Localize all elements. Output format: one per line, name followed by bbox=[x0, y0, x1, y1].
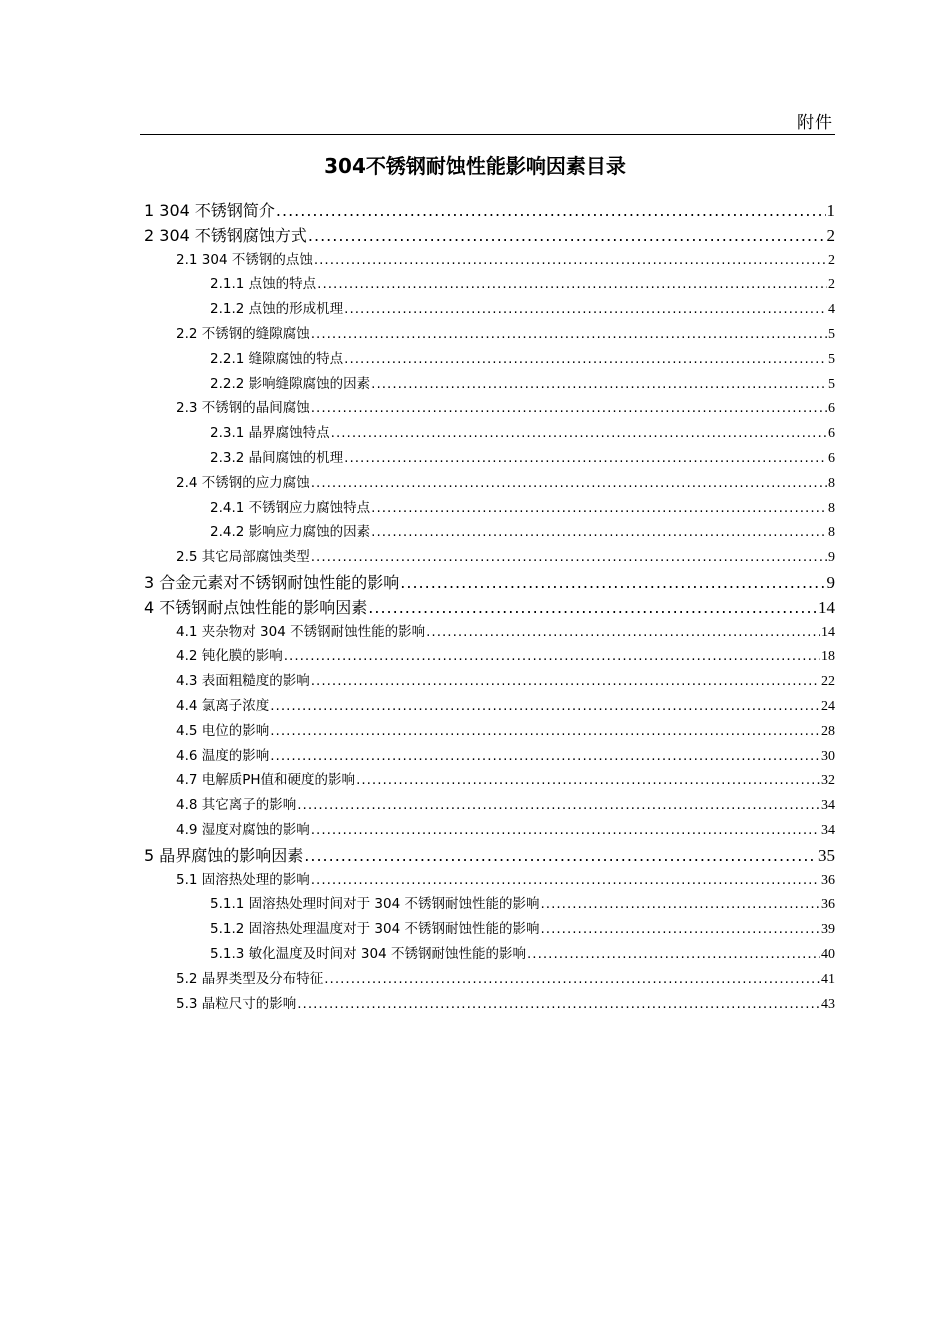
toc-dot-leader bbox=[527, 946, 820, 962]
toc-entry[interactable] bbox=[176, 719, 835, 740]
toc-entry-page-number: 36 bbox=[821, 872, 835, 888]
toc-entry[interactable] bbox=[176, 868, 835, 889]
document-title: 304不锈钢耐蚀性能影响因素目录 bbox=[324, 154, 626, 178]
toc-entry-page-number: 2 bbox=[828, 277, 835, 293]
toc-entry-title: 4.3 表面粗糙度的影响 bbox=[176, 673, 310, 690]
toc-entry-page-number: 4 bbox=[828, 302, 835, 318]
toc-entry[interactable] bbox=[210, 892, 835, 913]
toc-dot-leader bbox=[314, 252, 827, 268]
toc-entry[interactable] bbox=[176, 620, 835, 641]
toc-entry[interactable] bbox=[176, 248, 835, 269]
toc-entry-page-number: 39 bbox=[821, 922, 835, 938]
toc-dot-leader bbox=[541, 896, 821, 912]
toc-entry-page-number: 35 bbox=[818, 845, 835, 865]
toc-entry-title: 4.8 其它离子的影响 bbox=[176, 797, 297, 814]
toc-entry-page-number: 8 bbox=[828, 525, 835, 541]
toc-dot-leader bbox=[304, 846, 817, 865]
toc-entry[interactable] bbox=[210, 520, 835, 541]
toc-entry-title: 2.4.1 不锈钢应力腐蚀特点 bbox=[210, 499, 371, 516]
toc-entry-title: 4.7 电解质PH值和硬度的影响 bbox=[176, 772, 356, 789]
toc-entry-title: 4.5 电位的影响 bbox=[176, 722, 270, 739]
header-label: 附件 bbox=[797, 113, 833, 133]
toc-dot-leader bbox=[344, 450, 827, 466]
toc-dot-leader bbox=[356, 772, 820, 788]
toc-entry-title: 4.2 钝化膜的影响 bbox=[176, 648, 283, 665]
toc-entry-page-number: 8 bbox=[828, 500, 835, 516]
toc-entry[interactable] bbox=[176, 545, 835, 566]
toc-dot-leader bbox=[270, 723, 820, 739]
toc-entry[interactable] bbox=[210, 446, 835, 467]
toc-entry[interactable] bbox=[144, 570, 835, 593]
toc-entry-page-number: 28 bbox=[821, 723, 835, 739]
toc-entry-title: 5 晶界腐蚀的影响因素 bbox=[144, 845, 304, 865]
toc-dot-leader bbox=[270, 748, 820, 764]
toc-entry-title: 2.5 其它局部腐蚀类型 bbox=[176, 549, 310, 566]
toc-dot-leader bbox=[297, 996, 820, 1012]
toc-entry-title: 2.1.1 点蚀的特点 bbox=[210, 276, 317, 293]
toc-dot-leader bbox=[371, 524, 827, 540]
toc-entry-title: 2.1 304 不锈钢的点蚀 bbox=[176, 251, 313, 268]
toc-dot-leader bbox=[297, 797, 820, 813]
toc-dot-leader bbox=[371, 500, 827, 516]
toc-entry-title: 2.2 不锈钢的缝隙腐蚀 bbox=[176, 326, 310, 342]
header-divider bbox=[140, 134, 835, 135]
toc-entry[interactable] bbox=[144, 223, 835, 246]
toc-entry-title: 4 不锈钢耐点蚀性能的影响因素 bbox=[144, 597, 368, 617]
toc-entry-title: 2.3.1 晶界腐蚀特点 bbox=[210, 425, 330, 442]
toc-entry-title: 5.1.2 固溶热处理温度对于 304 不锈钢耐蚀性能的影响 bbox=[210, 921, 540, 938]
toc-entry-page-number: 18 bbox=[821, 649, 835, 665]
toc-entry-page-number: 5 bbox=[828, 376, 835, 392]
toc-dot-leader bbox=[368, 598, 817, 617]
toc-entry[interactable] bbox=[210, 421, 835, 442]
toc-entry[interactable] bbox=[210, 297, 835, 318]
toc-entry-title: 2.4.2 影响应力腐蚀的因素 bbox=[210, 524, 371, 541]
toc-entry-title: 5.3 晶粒尺寸的影响 bbox=[176, 995, 297, 1012]
toc-entry[interactable] bbox=[210, 372, 835, 393]
toc-entry[interactable] bbox=[176, 744, 835, 765]
toc-dot-leader bbox=[541, 921, 821, 937]
toc-entry-title: 4.4 氯离子浓度 bbox=[176, 698, 270, 714]
toc-entry-title: 2.3 不锈钢的晶间腐蚀 bbox=[176, 400, 310, 417]
toc-entry[interactable] bbox=[210, 917, 835, 938]
toc-dot-leader bbox=[270, 698, 820, 714]
toc-entry-page-number: 9 bbox=[826, 573, 835, 592]
toc-dot-leader bbox=[371, 376, 827, 392]
toc-entry-page-number: 1 bbox=[826, 201, 835, 220]
toc-entry-page-number: 2 bbox=[826, 225, 835, 245]
toc-entry-title: 2 304 不锈钢腐蚀方式 bbox=[144, 225, 307, 245]
toc-entry[interactable] bbox=[144, 595, 835, 618]
toc-entry-page-number: 6 bbox=[828, 426, 835, 442]
toc-entry[interactable] bbox=[210, 272, 835, 293]
toc-entry[interactable] bbox=[176, 396, 835, 417]
toc-entry-page-number: 6 bbox=[828, 401, 835, 417]
toc-entry[interactable] bbox=[176, 768, 835, 789]
toc-entry[interactable] bbox=[210, 496, 835, 517]
toc-dot-leader bbox=[276, 201, 826, 220]
toc-entry[interactable] bbox=[176, 322, 835, 343]
toc-dot-leader bbox=[317, 276, 827, 292]
toc-entry[interactable] bbox=[144, 198, 835, 221]
toc-entry-page-number: 41 bbox=[821, 971, 835, 987]
toc-entry[interactable] bbox=[144, 843, 835, 866]
toc-entry[interactable] bbox=[176, 992, 835, 1013]
toc-dot-leader bbox=[311, 822, 820, 838]
toc-entry-title: 3 合金元素对不锈钢耐蚀性能的影响 bbox=[144, 573, 400, 592]
toc-entry-page-number: 22 bbox=[821, 674, 835, 690]
toc-dot-leader bbox=[311, 549, 827, 565]
toc-entry[interactable] bbox=[176, 694, 835, 715]
toc-entry[interactable] bbox=[176, 669, 835, 690]
toc-entry-page-number: 43 bbox=[821, 996, 835, 1012]
toc-entry-page-number: 32 bbox=[821, 773, 835, 789]
toc-dot-leader bbox=[400, 573, 825, 592]
toc-entry-page-number: 14 bbox=[821, 624, 835, 640]
toc-entry-page-number: 5 bbox=[828, 351, 835, 367]
toc-entry[interactable] bbox=[176, 967, 835, 988]
toc-entry-title: 4.9 湿度对腐蚀的影响 bbox=[176, 822, 310, 838]
toc-entry[interactable] bbox=[210, 347, 835, 368]
toc-entry-title: 5.1 固溶热处理的影响 bbox=[176, 871, 310, 888]
toc-entry-title: 2.2.2 影响缝隙腐蚀的因素 bbox=[210, 375, 371, 392]
toc-dot-leader bbox=[311, 475, 827, 491]
toc-dot-leader bbox=[311, 872, 820, 888]
toc-entry-page-number: 6 bbox=[828, 451, 835, 466]
toc-entry-page-number: 24 bbox=[821, 699, 835, 714]
toc-entry-page-number: 9 bbox=[828, 550, 835, 566]
toc-entry[interactable] bbox=[176, 818, 835, 839]
toc-entry-page-number: 5 bbox=[828, 327, 835, 342]
toc-entry[interactable] bbox=[176, 644, 835, 665]
toc-entry-title: 5.1.3 敏化温度及时间对 304 不锈钢耐蚀性能的影响 bbox=[210, 946, 526, 962]
toc-dot-leader bbox=[331, 425, 827, 441]
toc-dot-leader bbox=[344, 301, 827, 317]
toc-dot-leader bbox=[324, 971, 820, 987]
toc-entry-page-number: 2 bbox=[828, 252, 835, 268]
toc-entry-page-number: 14 bbox=[818, 597, 835, 617]
toc-dot-leader bbox=[284, 648, 820, 664]
toc-dot-leader bbox=[426, 624, 820, 640]
toc-entry-title: 1 304 不锈钢简介 bbox=[144, 201, 275, 220]
toc-entry-page-number: 34 bbox=[821, 798, 835, 814]
toc-entry-title: 5.1.1 固溶热处理时间对于 304 不锈钢耐蚀性能的影响 bbox=[210, 896, 540, 913]
toc-entry-page-number: 40 bbox=[821, 947, 835, 962]
toc-entry-title: 2.4 不锈钢的应力腐蚀 bbox=[176, 474, 310, 491]
toc-entry-page-number: 30 bbox=[821, 748, 835, 764]
toc-entry-title: 4.6 温度的影响 bbox=[176, 747, 270, 764]
toc-entry-page-number: 36 bbox=[821, 897, 835, 913]
toc-entry-title: 2.2.1 缝隙腐蚀的特点 bbox=[210, 350, 344, 367]
toc-entry[interactable] bbox=[176, 471, 835, 492]
toc-entry[interactable] bbox=[176, 793, 835, 814]
toc-entry-page-number: 8 bbox=[828, 475, 835, 491]
toc-entry-title: 4.1 夹杂物对 304 不锈钢耐蚀性能的影响 bbox=[176, 623, 426, 640]
toc-entry-title: 5.2 晶界类型及分布特征 bbox=[176, 970, 324, 987]
toc-dot-leader bbox=[311, 400, 827, 416]
toc-entry-page-number: 34 bbox=[821, 823, 835, 838]
toc-dot-leader bbox=[344, 351, 827, 367]
toc-dot-leader bbox=[311, 326, 827, 342]
toc-entry-title: 2.1.2 点蚀的形成机理 bbox=[210, 301, 344, 318]
toc-dot-leader bbox=[311, 673, 820, 689]
toc-dot-leader bbox=[308, 226, 826, 245]
toc-entry-title: 2.3.2 晶间腐蚀的机理 bbox=[210, 450, 344, 466]
toc-entry[interactable] bbox=[210, 942, 835, 963]
